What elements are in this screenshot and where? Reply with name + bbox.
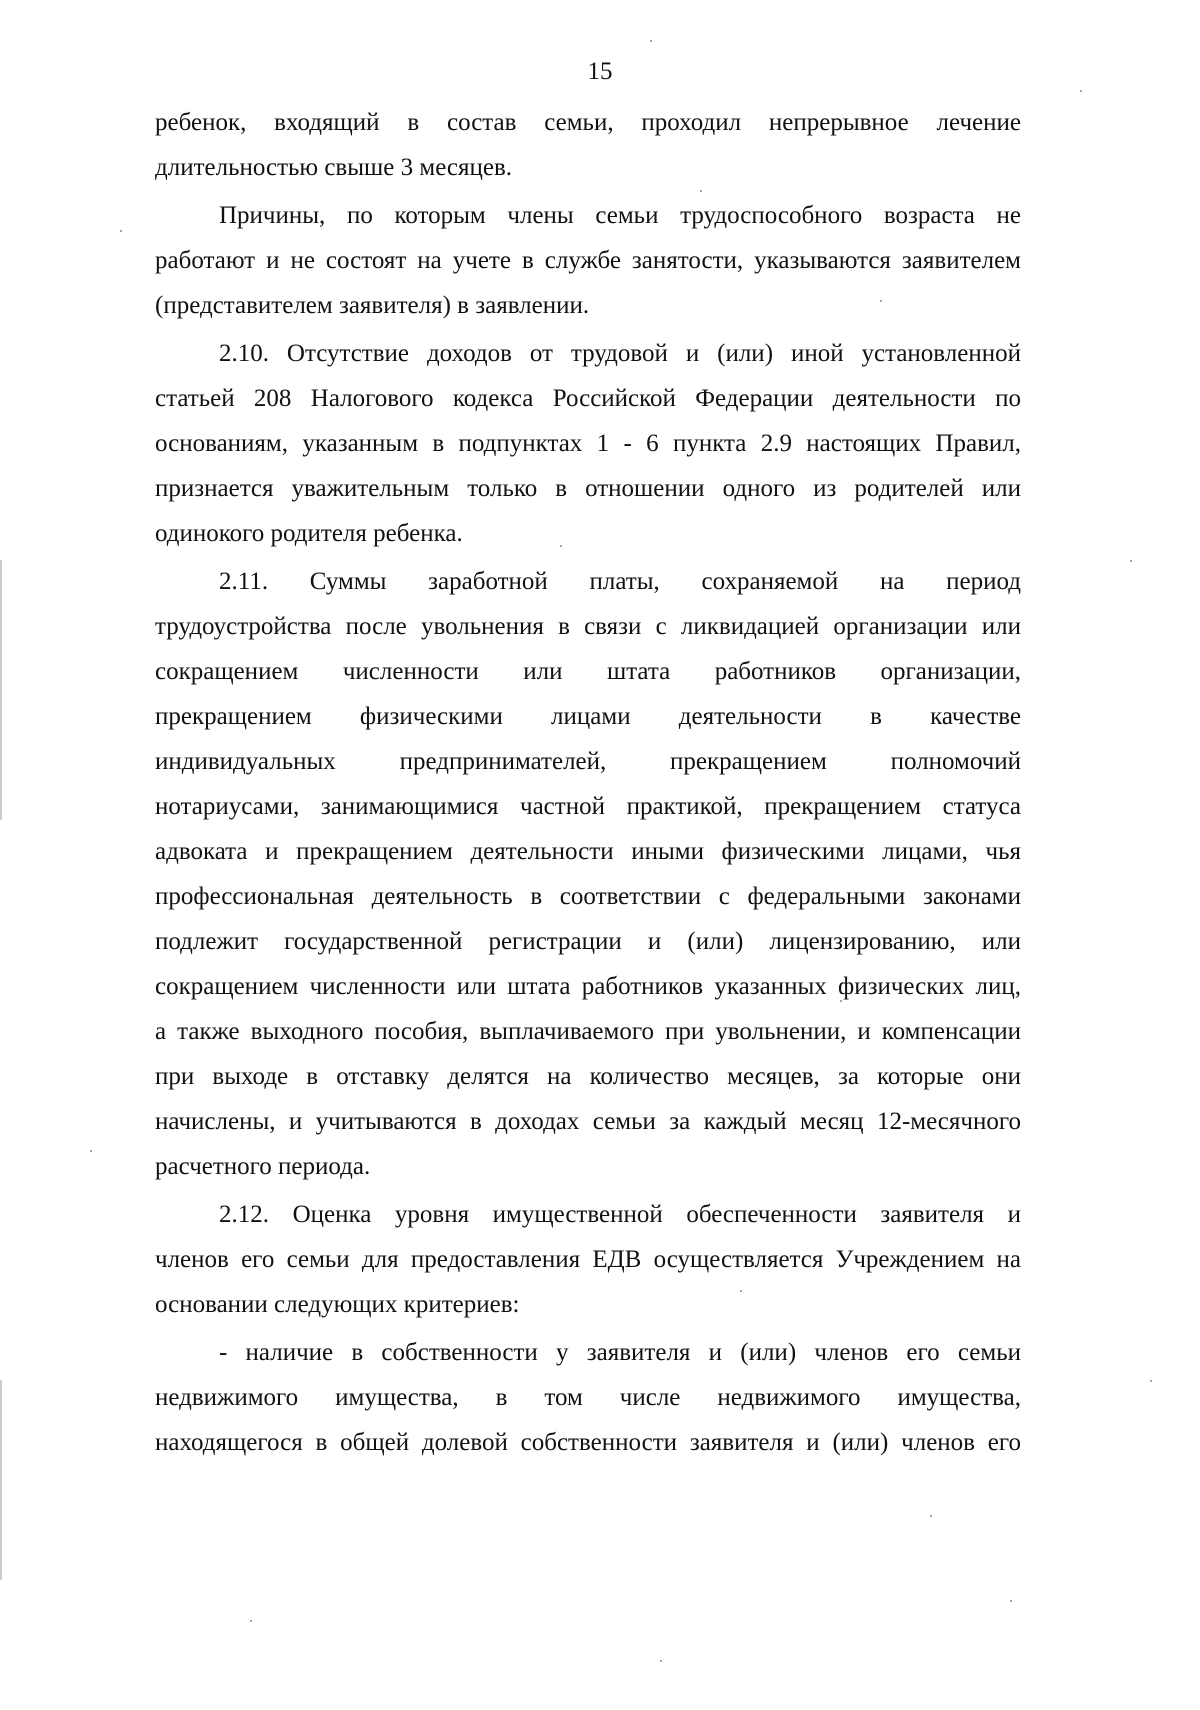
- page-number: 15: [587, 58, 613, 85]
- scan-speck: [650, 40, 652, 42]
- text-line: сокращением численности или штата работников указанных физических лиц,: [155, 973, 1021, 1000]
- text-line: недвижимого имущества, в том числе недвижимого имущества,: [155, 1384, 1021, 1411]
- text-line: 2.11. Суммы заработной платы, сохраняемой на период: [219, 568, 1021, 595]
- paragraph: [155, 100, 1021, 190]
- text-line: подлежит государственной регистрации и (или) лицензированию, или: [155, 928, 1021, 955]
- text-line: одинокого родителя ребенка.: [155, 520, 463, 547]
- scan-speck: [250, 1620, 252, 1622]
- scan-speck: [1010, 1600, 1012, 1602]
- text-line: находящегося в общей долевой собственности заявителя и (или) членов его: [155, 1429, 1021, 1456]
- scan-speck: [120, 230, 122, 232]
- scan-edge-line: [0, 1380, 2, 1580]
- scan-speck: [1080, 90, 1082, 92]
- text-line: расчетного периода.: [155, 1153, 371, 1180]
- paragraph: [155, 331, 1021, 556]
- scan-speck: [1150, 1380, 1152, 1382]
- text-line: сокращением численности или штата работников организации,: [155, 658, 1021, 685]
- scan-speck: [90, 1150, 92, 1152]
- text-line: при выходе в отставку делятся на количество месяцев, за которые они: [155, 1063, 1021, 1090]
- text-line: (представителем заявителя) в заявлении.: [155, 292, 590, 319]
- text-line: Причины, по которым члены семьи трудоспособного возраста не: [219, 202, 1021, 229]
- scan-speck: [1130, 560, 1132, 562]
- scan-speck: [700, 190, 702, 192]
- text-line: прекращением физическими лицами деятельности в качестве: [155, 703, 1021, 730]
- text-line: основаниям, указанным в подпунктах 1 - 6 пункта 2.9 настоящих Правил,: [155, 430, 1021, 457]
- text-line: адвоката и прекращением деятельности иными физическими лицами, чья: [155, 838, 1021, 865]
- scan-speck: [740, 1290, 742, 1292]
- text-line: индивидуальных предпринимателей, прекращением полномочий: [155, 748, 1021, 775]
- paragraph: [155, 559, 1021, 1189]
- text-line: членов его семьи для предоставления ЕДВ осуществляется Учреждением на: [155, 1246, 1021, 1273]
- text-line: 2.10. Отсутствие доходов от трудовой и (или) иной установленной: [219, 340, 1021, 367]
- scan-speck: [840, 1000, 842, 1002]
- scan-speck: [880, 300, 882, 302]
- text-line: - наличие в собственности у заявителя и (или) членов его семьи: [219, 1339, 1021, 1366]
- paragraph: [155, 193, 1021, 328]
- text-line: работают и не состоят на учете в службе занятости, указываются заявителем: [155, 247, 1021, 274]
- scan-speck: [660, 1660, 662, 1662]
- text-line: 2.12. Оценка уровня имущественной обеспеченности заявителя и: [219, 1201, 1021, 1228]
- text-line: профессиональная деятельность в соответствии с федеральными законами: [155, 883, 1021, 910]
- text-line: признается уважительным только в отношении одного из родителей или: [155, 475, 1021, 502]
- text-line: а также выходного пособия, выплачиваемого при увольнении, и компенсации: [155, 1018, 1021, 1045]
- text-line: ребенок, входящий в состав семьи, проходил непрерывное лечение: [155, 109, 1021, 136]
- text-line: начислены, и учитываются в доходах семьи за каждый месяц 12-месячного: [155, 1108, 1021, 1135]
- scan-speck: [560, 545, 562, 547]
- text-line: нотариусами, занимающимися частной практикой, прекращением статуса: [155, 793, 1021, 820]
- scan-speck: [930, 1515, 932, 1517]
- document-body: [155, 100, 1021, 1465]
- paragraph: [155, 1192, 1021, 1327]
- text-line: длительностью свыше 3 месяцев.: [155, 154, 513, 181]
- paragraph: [155, 1330, 1021, 1465]
- scan-edge-line: [0, 560, 2, 820]
- text-line: основании следующих критериев:: [155, 1291, 520, 1318]
- text-line: трудоустройства после увольнения в связи с ликвидацией организации или: [155, 613, 1021, 640]
- text-line: статьей 208 Налогового кодекса Российской Федерации деятельности по: [155, 385, 1021, 412]
